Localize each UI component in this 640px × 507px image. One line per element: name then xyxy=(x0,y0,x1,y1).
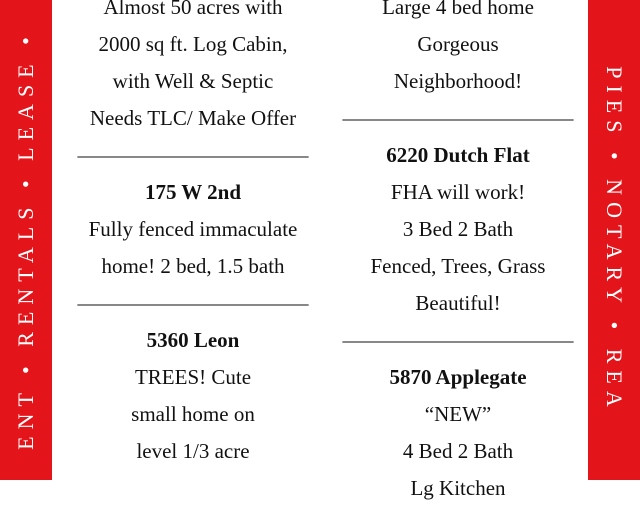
listing-line: Lg Kitchen xyxy=(410,476,506,500)
listing-line: small home on xyxy=(131,402,255,426)
intro-line: Almost 50 acres with xyxy=(103,0,283,19)
listing-line: TREES! Cute xyxy=(134,365,252,389)
intro-line: with Well & Septic xyxy=(112,69,274,93)
intro-line: Large 4 bed home xyxy=(382,0,534,19)
intro-line: 2000 sq ft. Log Cabin, xyxy=(98,32,288,56)
listing-line: FHA will work! xyxy=(390,180,526,204)
divider: ——————————— xyxy=(77,143,309,167)
intro-line: Gorgeous xyxy=(417,32,499,56)
listing-title: 5870 Applegate xyxy=(389,365,527,389)
divider: ——————————— xyxy=(342,106,574,130)
listing-line: Beautiful! xyxy=(415,291,501,315)
listing-line: “NEW” xyxy=(424,402,492,426)
left-column xyxy=(60,0,326,470)
listing-line: 4 Bed 2 Bath xyxy=(402,439,514,463)
intro-line: Neighborhood! xyxy=(393,69,523,93)
intro-line: Needs TLC/ Make Offer xyxy=(89,106,297,130)
listing-title: 5360 Leon xyxy=(146,328,240,352)
left-banner xyxy=(0,0,52,480)
right-column xyxy=(330,0,586,507)
listing-line: home! 2 bed, 1.5 bath xyxy=(101,254,285,278)
divider: ——————————— xyxy=(77,291,309,315)
right-banner xyxy=(588,0,640,480)
listing-title: 175 W 2nd xyxy=(144,180,242,204)
listing-line: Fenced, Trees, Grass xyxy=(370,254,546,278)
listing-title: 6220 Dutch Flat xyxy=(386,143,530,167)
left-banner-text: ENT • RENTALS • LEASE • xyxy=(13,30,38,450)
listing-line: level 1/3 acre xyxy=(136,439,250,463)
listing-line: 3 Bed 2 Bath xyxy=(402,217,514,241)
divider: ——————————— xyxy=(342,328,574,352)
listing-line: Fully fenced immaculate xyxy=(88,217,298,241)
right-banner-text: PIES • NOTARY • REA xyxy=(602,66,628,414)
